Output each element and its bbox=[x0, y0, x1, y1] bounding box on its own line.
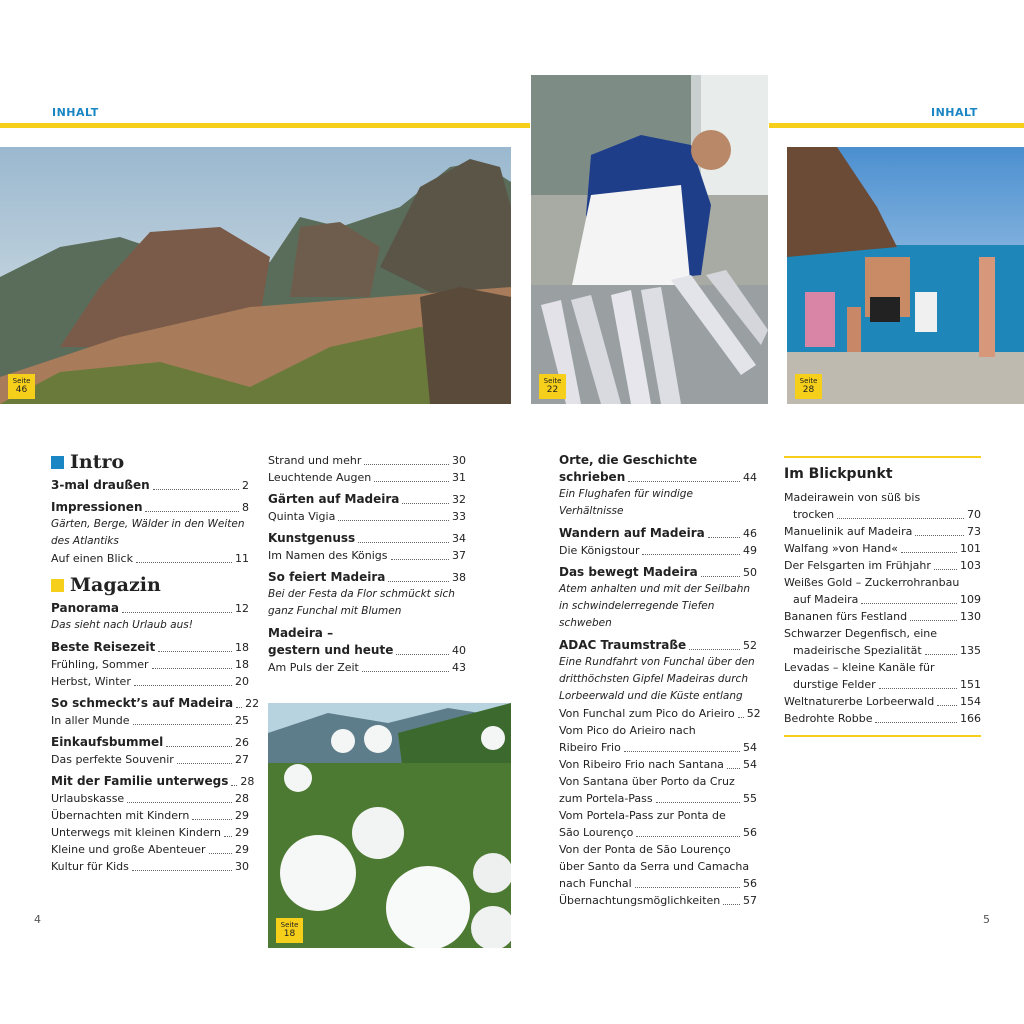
toc-entry[interactable]: madeirische Spezialität 135 bbox=[793, 644, 981, 657]
toc-entry[interactable]: nach Funchal 56 bbox=[559, 877, 757, 890]
toc-entry[interactable]: Ribeiro Frio 54 bbox=[559, 741, 757, 754]
section-intro: Intro bbox=[51, 454, 249, 471]
section-header-right: INHALT bbox=[931, 106, 978, 119]
toc-entry[interactable]: Einkaufsbummel 26 bbox=[51, 735, 249, 749]
toc-entry[interactable]: Herbst, Winter 20 bbox=[51, 675, 249, 688]
mountain-hikers-photo bbox=[0, 147, 511, 404]
toc-subtitle: Das sieht nach Urlaub aus! bbox=[51, 619, 193, 631]
toc-entry-line: Vom Portela-Pass zur Ponta de bbox=[559, 809, 726, 822]
toc-entry[interactable]: Walfang »von Hand« 101 bbox=[784, 542, 981, 555]
toc-entry[interactable]: trocken 70 bbox=[793, 508, 981, 521]
page-number-left: 4 bbox=[34, 913, 41, 926]
toc-entry-line: Levadas – kleine Kanäle für bbox=[784, 661, 935, 674]
toc-column-1 bbox=[51, 451, 260, 875]
section-header-left: INHALT bbox=[52, 106, 99, 119]
toc-subtitle: Eine Rundfahrt von Funchal über den dritthöchsten Gipfel Madeiras durch Lorbeerwald und die Küste entlang bbox=[559, 656, 755, 702]
blickpunkt-title: Im Blickpunkt bbox=[784, 466, 893, 482]
toc-entry[interactable]: Impressionen 8 bbox=[51, 500, 249, 514]
toc-entry[interactable]: Das bewegt Madeira 50 bbox=[559, 565, 757, 579]
toc-entry[interactable]: Leuchtende Augen 31 bbox=[268, 471, 466, 484]
toc-entry[interactable]: durstige Felder 151 bbox=[793, 678, 981, 691]
toc-entry[interactable]: Manuelinik auf Madeira 73 bbox=[784, 525, 981, 538]
toc-entry-line: Madeirawein von süß bis bbox=[784, 491, 921, 504]
toc-entry[interactable]: Kunstgenuss 34 bbox=[268, 531, 466, 545]
toc-entry[interactable]: Frühling, Sommer 18 bbox=[51, 658, 249, 671]
toc-subtitle: Gärten, Berge, Wälder in den Weiten des Atlantiks bbox=[51, 518, 245, 547]
toc-subtitle: Ein Flughafen für windige Verhältnisse bbox=[559, 488, 693, 517]
toc-column-4 bbox=[784, 456, 981, 737]
toc-entry-line: Von Santana über Porto da Cruz bbox=[559, 775, 735, 788]
toc-entry[interactable]: Von Funchal zum Pico do Arieiro 52 bbox=[559, 707, 761, 720]
toc-entry[interactable]: Wandern auf Madeira 46 bbox=[559, 526, 757, 540]
page-ref-badge: Seite 22 bbox=[539, 374, 566, 399]
toc-entry-line: Von der Ponta de São Lourenço bbox=[559, 843, 731, 856]
toc-entry[interactable]: zum Portela-Pass 55 bbox=[559, 792, 757, 805]
toc-subtitle: Bei der Festa da Flor schmückt sich ganz Funchal mit Blumen bbox=[268, 588, 455, 617]
toc-entry[interactable]: schrieben 44 bbox=[559, 470, 757, 484]
toc-entry[interactable]: Übernachten mit Kindern 29 bbox=[51, 809, 249, 822]
toc-entry[interactable]: Bedrohte Robbe 166 bbox=[784, 710, 981, 737]
toc-entry-title-line: Orte, die Geschichte bbox=[559, 453, 698, 467]
toc-entry[interactable]: Das perfekte Souvenir 27 bbox=[51, 753, 249, 766]
toc-column-3 bbox=[559, 452, 761, 909]
section-magazin: Magazin bbox=[51, 577, 249, 594]
fish-market-photo bbox=[531, 75, 768, 404]
toc-subtitle: Atem anhalten und mit der Seilbahn in schwindelerregende Tiefen schweben bbox=[559, 583, 751, 629]
yellow-rule-right bbox=[769, 123, 1024, 128]
toc-entry[interactable]: Bananen fürs Festland 130 bbox=[784, 610, 981, 623]
toc-entry[interactable]: Im Namen des Königs 37 bbox=[268, 549, 466, 562]
toc-entry[interactable]: So feiert Madeira 38 bbox=[268, 570, 466, 584]
toc-entry[interactable]: Beste Reisezeit 18 bbox=[51, 640, 249, 654]
toc-entry[interactable]: 3-mal draußen 2 bbox=[51, 478, 249, 492]
toc-entry[interactable]: Der Felsgarten im Frühjahr 103 bbox=[784, 559, 981, 572]
toc-column-2 bbox=[268, 452, 466, 676]
toc-entry[interactable]: Panorama 12 bbox=[51, 601, 249, 615]
toc-entry[interactable]: Kleine und große Abenteuer 29 bbox=[51, 843, 249, 856]
toc-entry[interactable]: Weltnaturerbe Lorbeerwald 154 bbox=[784, 695, 981, 708]
toc-entry[interactable]: Kultur für Kids 30 bbox=[51, 860, 249, 873]
agapanthus-flowers-photo bbox=[268, 703, 511, 948]
page-ref-badge: Seite 18 bbox=[276, 918, 303, 943]
toc-entry[interactable]: Gärten auf Madeira 32 bbox=[268, 492, 466, 506]
toc-entry-title-line: Madeira – bbox=[268, 626, 334, 640]
coast-family-photo bbox=[787, 147, 1024, 404]
toc-entry[interactable]: In aller Munde 25 bbox=[51, 714, 249, 727]
page-number-right: 5 bbox=[983, 913, 990, 926]
yellow-square-icon bbox=[51, 579, 64, 592]
page-ref-badge: Seite 28 bbox=[795, 374, 822, 399]
toc-entry[interactable]: Am Puls der Zeit 43 bbox=[268, 661, 466, 674]
toc-entry-line: Vom Pico do Arieiro nach bbox=[559, 724, 696, 737]
toc-entry-line: Weißes Gold – Zuckerrohranbau bbox=[784, 576, 960, 589]
page-ref-badge: Seite 46 bbox=[8, 374, 35, 399]
blue-square-icon bbox=[51, 456, 64, 469]
toc-entry-line: über Santo da Serra und Camacha bbox=[559, 860, 750, 873]
toc-entry[interactable]: Urlaubskasse 28 bbox=[51, 792, 249, 805]
toc-entry[interactable]: Die Königstour 49 bbox=[559, 544, 757, 557]
toc-entry-line: Schwarzer Degenfisch, eine bbox=[784, 627, 938, 640]
toc-entry[interactable]: Strand und mehr 30 bbox=[268, 454, 466, 467]
toc-entry[interactable]: gestern und heute 40 bbox=[268, 643, 466, 657]
toc-entry[interactable]: São Lourenço 56 bbox=[559, 826, 757, 839]
toc-entry[interactable]: Übernachtungsmöglichkeiten 57 bbox=[559, 894, 757, 907]
toc-entry[interactable]: Quinta Vigia 33 bbox=[268, 510, 466, 523]
toc-entry[interactable]: Unterwegs mit kleinen Kindern 29 bbox=[51, 826, 249, 839]
toc-entry[interactable]: So schmeckt’s auf Madeira 22 bbox=[51, 696, 260, 710]
blickpunkt-box bbox=[784, 456, 981, 737]
yellow-rule-left bbox=[0, 123, 530, 128]
toc-entry[interactable]: Mit der Familie unterwegs 28 bbox=[51, 774, 255, 788]
toc-entry[interactable]: auf Madeira 109 bbox=[793, 593, 981, 606]
toc-entry[interactable]: Von Ribeiro Frio nach Santana 54 bbox=[559, 758, 757, 771]
toc-entry[interactable]: ADAC Traumstraße 52 bbox=[559, 638, 757, 652]
toc-entry[interactable]: Auf einen Blick 11 bbox=[51, 552, 249, 565]
